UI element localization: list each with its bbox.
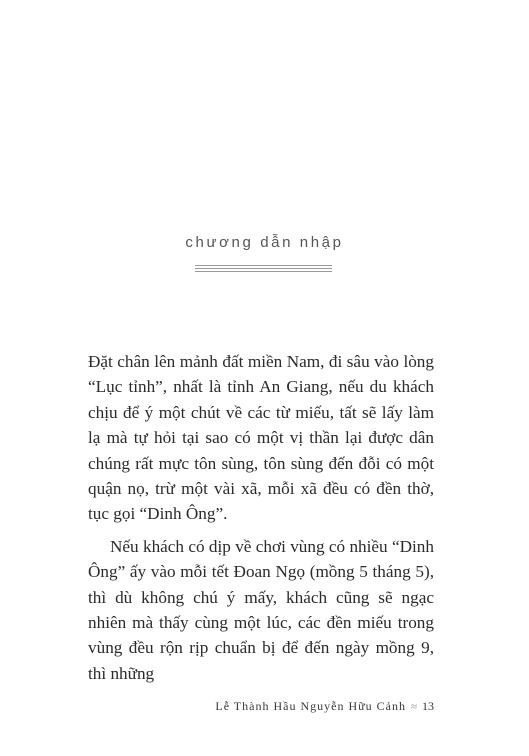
body-text: [88, 349, 434, 686]
paragraph-2: Nếu khách có dịp về chơi vùng có nhiều “Dinh Ông” ấy vào mỗi tết Đoan Ngọ (mồng 5 tháng 5), thì dù không chú ý mấy, khách cũng sẽ ngạc nhiên mà thấy cùng một lúc, các đền miếu trong vùng đều rộn rịp chuẩn bị để đến ngày mồng 9, thì những: [88, 536, 434, 683]
heading-rule-bottom: [195, 271, 332, 272]
heading-rule-top: [195, 265, 332, 266]
page-footer: [215, 699, 434, 714]
paragraph-1: Đặt chân lên mảnh đất miền Nam, đi sâu vào lòng “Lục tỉnh”, nhất là tỉnh An Giang, nếu du khách chịu để ý một chút về các từ miếu, tất sẽ lấy làm lạ mà tự hỏi tại sao có một vị thần lại được dân chúng rất mực tôn sùng, tôn sùng đến đỗi có một quận nọ, trừ một vài xã, mỗi xã đều có đền thờ, tục gọi “Dinh Ông”.: [88, 352, 434, 524]
heading-rule-middle: [195, 268, 332, 269]
separator-ornament: ≈: [410, 701, 418, 713]
running-title: Lễ Thành Hầu Nguyễn Hữu Cảnh: [215, 699, 406, 713]
chapter-heading: chương dẫn nhập: [185, 234, 344, 251]
page-number: 13: [422, 699, 434, 713]
